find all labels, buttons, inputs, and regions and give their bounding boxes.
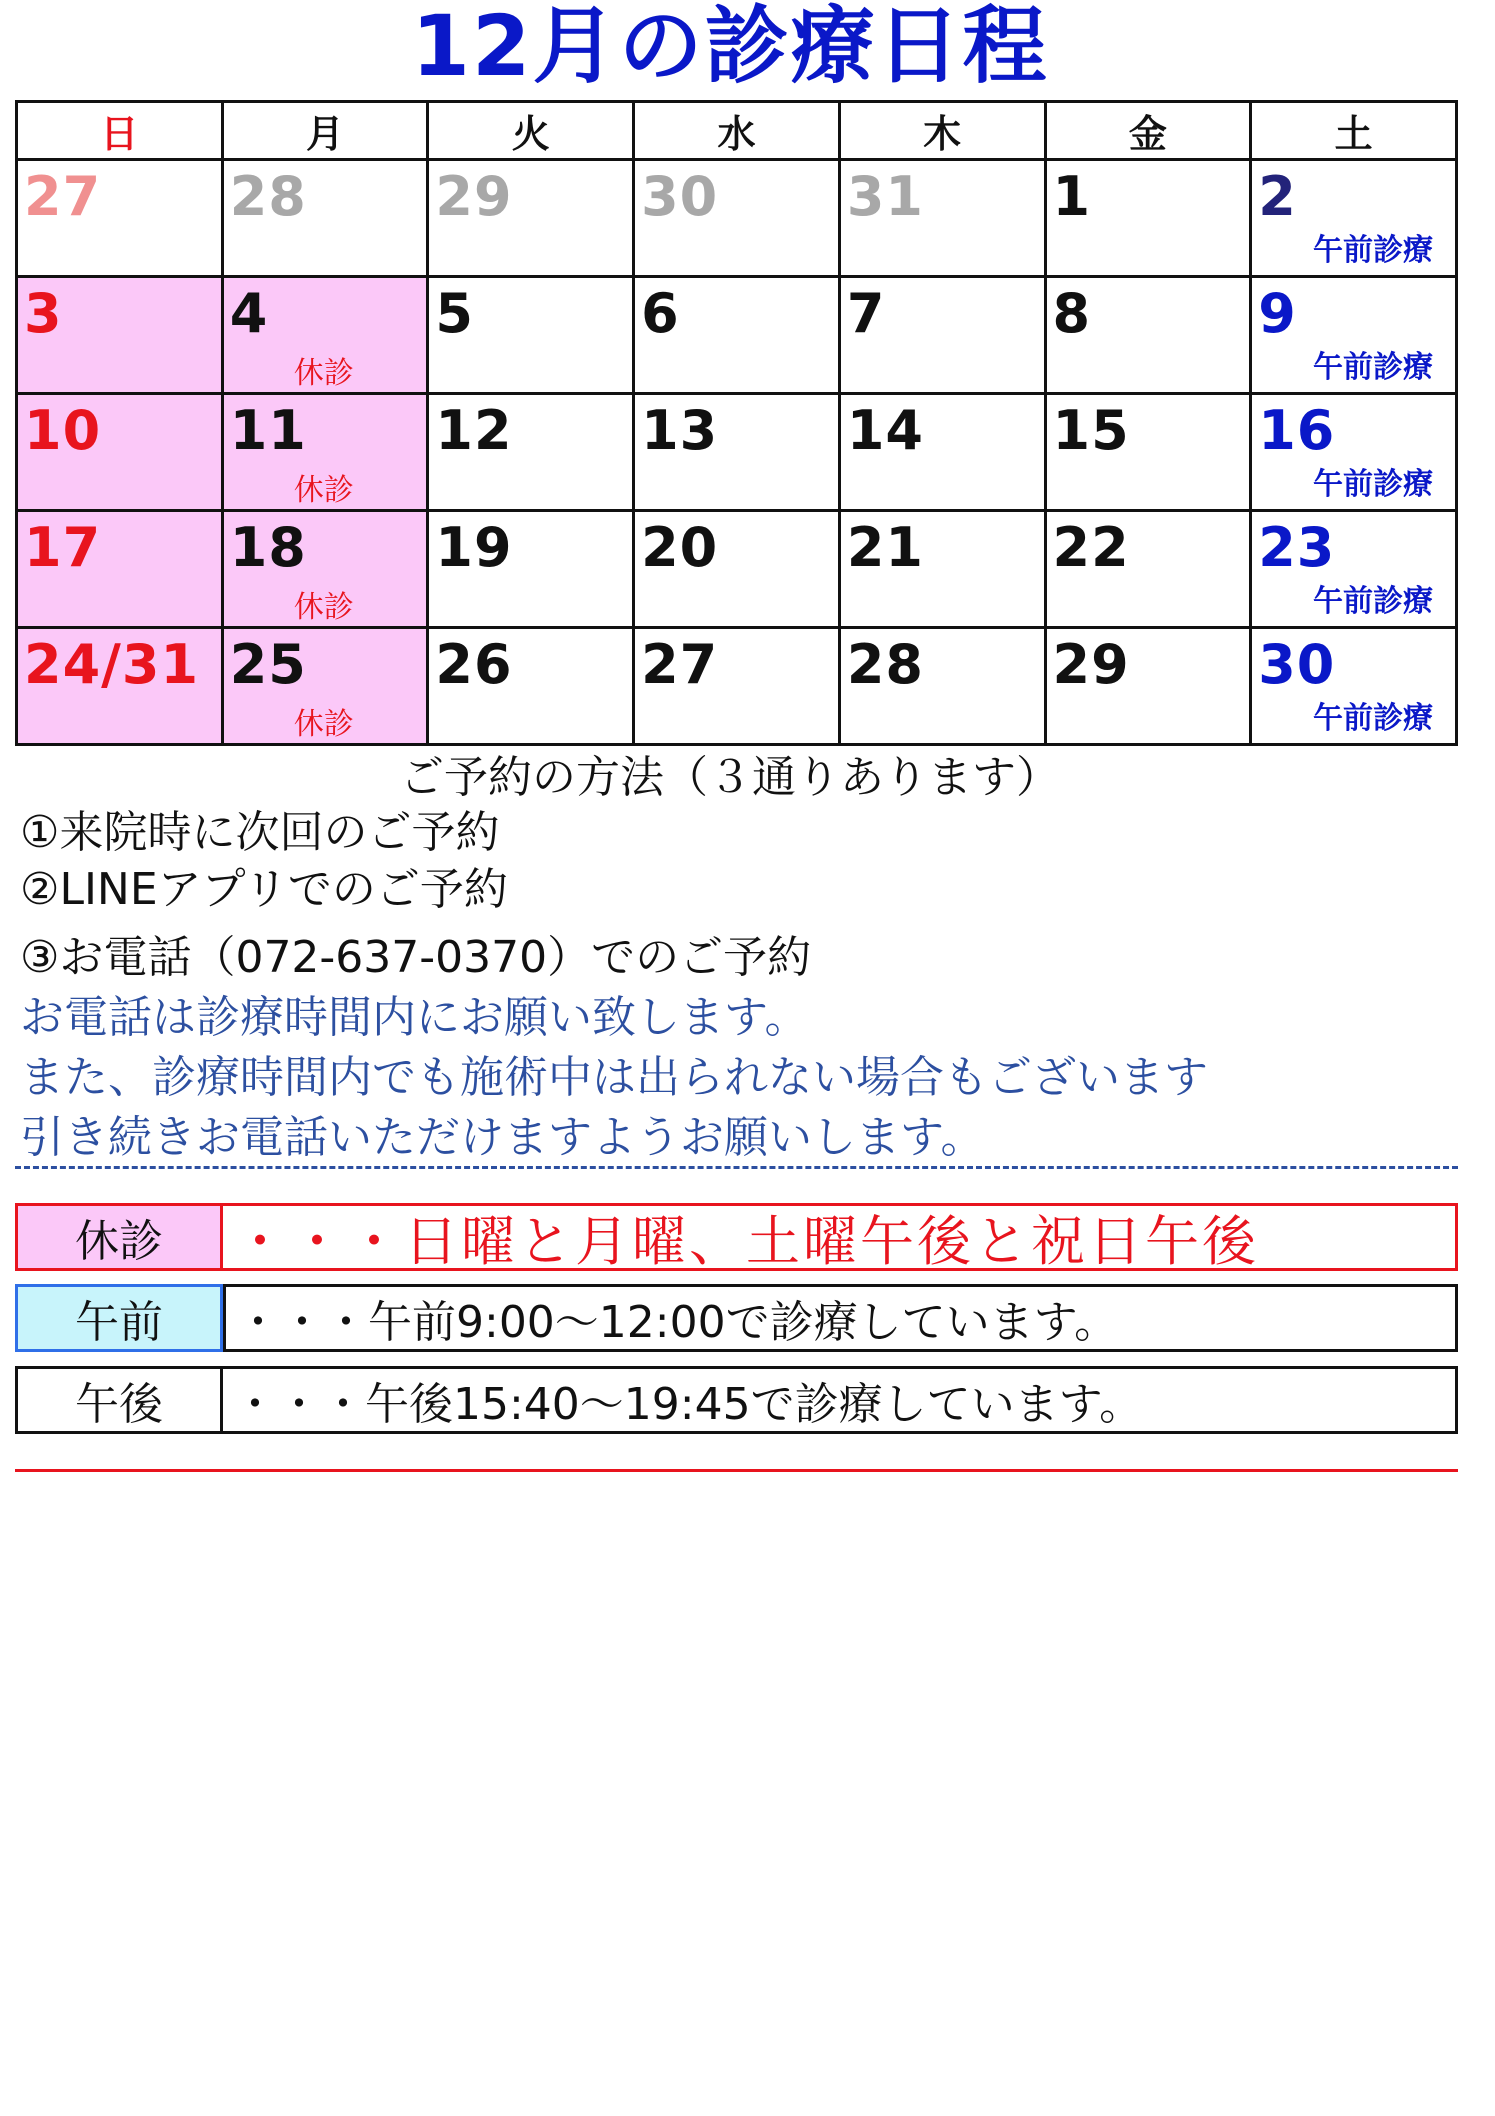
day-number: 12 — [435, 399, 513, 462]
legend-afternoon-row — [15, 1366, 1458, 1434]
weekday-sunday: 日 — [17, 102, 223, 160]
legend-afternoon-label: 午後 — [18, 1369, 223, 1431]
calendar-day-cell — [1251, 511, 1457, 628]
legend-morning-row — [15, 1284, 1458, 1352]
day-number: 14 — [846, 399, 924, 462]
day-number: 6 — [641, 282, 680, 345]
day-number: 27 — [641, 633, 719, 696]
day-number: 8 — [1052, 282, 1092, 345]
day-number: 30 — [641, 165, 719, 228]
day-number: 25 — [229, 633, 307, 696]
calendar-day-cell — [1045, 511, 1251, 628]
calendar-day-cell — [1045, 628, 1251, 745]
calendar-day-cell — [222, 628, 428, 745]
calendar-day-cell — [1251, 277, 1457, 394]
calendar-day-cell — [222, 511, 428, 628]
weekday-thursday: 木 — [839, 102, 1045, 160]
calendar-day-cell — [1251, 628, 1457, 745]
morning-only-note: 午前診療 — [1313, 467, 1433, 502]
calendar-day-cell — [1251, 160, 1457, 277]
closed-note: 休診 — [293, 590, 354, 625]
day-number: 29 — [1052, 633, 1130, 696]
phone-note-3: 引き続きお電話いただけますようお願いします。 — [20, 1112, 985, 1163]
calendar-day-cell — [17, 511, 223, 628]
morning-only-note: 午前診療 — [1313, 584, 1433, 619]
legend-closed-text: ・・・日曜と月曜、土曜午後と祝日午後 — [233, 1209, 1259, 1273]
day-number: 31 — [846, 165, 924, 228]
reservation-method-1: ①来院時に次回のご予約 — [20, 807, 500, 858]
day-number: 23 — [1258, 516, 1336, 579]
day-number: 18 — [229, 516, 307, 579]
day-number: 2 — [1258, 165, 1297, 228]
day-number: 28 — [846, 633, 924, 696]
calendar-day-cell — [839, 277, 1045, 394]
day-number: 30 — [1258, 633, 1336, 696]
day-number: 3 — [24, 282, 63, 345]
bottom-red-divider — [15, 1469, 1458, 1472]
day-number: 11 — [229, 399, 307, 462]
day-number: 26 — [435, 633, 513, 696]
weekday-friday: 金 — [1045, 102, 1251, 160]
day-number: 28 — [229, 165, 307, 228]
closed-note: 休診 — [293, 356, 354, 391]
day-number: 10 — [24, 399, 102, 462]
calendar-day-cell — [634, 277, 840, 394]
calendar-day-cell — [634, 394, 840, 511]
dashed-divider — [15, 1166, 1458, 1169]
weekday-tuesday: 火 — [428, 102, 634, 160]
day-number: 19 — [435, 516, 513, 579]
day-number: 7 — [846, 282, 886, 345]
phone-note-2: また、診療時間内でも施術中は出られない場合もございます — [20, 1052, 1208, 1103]
phone-note-1: お電話は診療時間内にお願い致します。 — [20, 992, 809, 1043]
calendar-day-cell — [839, 511, 1045, 628]
calendar-day-cell — [17, 160, 223, 277]
page-title: 12月の診療日程 — [411, 0, 1049, 95]
closed-note: 休診 — [293, 473, 354, 508]
day-number: 21 — [846, 516, 924, 579]
legend-afternoon-text: ・・・午後15:40～19:45で診療しています。 — [233, 1379, 1144, 1430]
legend-morning-label: 午前 — [15, 1284, 223, 1352]
legend-closed-label: 休診 — [18, 1206, 223, 1268]
calendar-day-cell — [428, 394, 634, 511]
closed-note: 休診 — [293, 707, 354, 742]
calendar-day-cell — [17, 277, 223, 394]
day-number: 5 — [435, 282, 474, 345]
day-number: 9 — [1258, 282, 1297, 345]
reservation-heading: ご予約の方法（３通りあります） — [400, 752, 1060, 803]
day-number: 1 — [1052, 165, 1092, 228]
day-number: 20 — [641, 516, 719, 579]
reservation-method-2: ②LINEアプリでのご予約 — [20, 864, 508, 915]
day-number: 29 — [435, 165, 513, 228]
day-number: 22 — [1052, 516, 1130, 579]
calendar-day-cell — [428, 628, 634, 745]
calendar-day-cell — [839, 628, 1045, 745]
morning-only-note: 午前診療 — [1313, 233, 1433, 268]
calendar-week-row — [17, 394, 1457, 511]
calendar-day-cell — [634, 511, 840, 628]
calendar-body — [17, 160, 1457, 745]
weekday-header-row — [17, 102, 1457, 160]
reservation-method-3: ③お電話（072-637-0370）でのご予約 — [20, 932, 812, 983]
calendar-day-cell — [428, 277, 634, 394]
legend-closed-row — [15, 1203, 1458, 1271]
morning-only-note: 午前診療 — [1313, 350, 1433, 385]
calendar-day-cell — [1045, 394, 1251, 511]
calendar-week-row — [17, 277, 1457, 394]
calendar-day-cell — [17, 394, 223, 511]
day-number: 13 — [641, 399, 719, 462]
calendar-day-cell — [222, 160, 428, 277]
calendar-day-cell — [634, 160, 840, 277]
day-number: 15 — [1052, 399, 1130, 462]
calendar-week-row — [17, 160, 1457, 277]
day-number: 17 — [24, 516, 102, 579]
calendar-day-cell — [428, 511, 634, 628]
legend-morning-text: ・・・午前9:00～12:00で診療しています。 — [223, 1287, 1455, 1349]
calendar-table — [15, 100, 1458, 746]
day-number: 4 — [229, 282, 269, 345]
calendar-day-cell — [222, 394, 428, 511]
weekday-monday: 月 — [222, 102, 428, 160]
day-number: 16 — [1258, 399, 1336, 462]
weekday-saturday: 土 — [1251, 102, 1457, 160]
calendar-day-cell — [839, 160, 1045, 277]
calendar-day-cell — [1251, 394, 1457, 511]
weekday-wednesday: 水 — [634, 102, 840, 160]
calendar-week-row — [17, 628, 1457, 745]
calendar-day-cell — [1045, 277, 1251, 394]
day-number: 24/31 — [24, 633, 200, 696]
morning-only-note: 午前診療 — [1313, 701, 1433, 736]
calendar-day-cell — [634, 628, 840, 745]
calendar-week-row — [17, 511, 1457, 628]
calendar-day-cell — [17, 628, 223, 745]
day-number: 27 — [24, 165, 102, 228]
calendar-day-cell — [222, 277, 428, 394]
calendar-day-cell — [839, 394, 1045, 511]
calendar-day-cell — [1045, 160, 1251, 277]
calendar-day-cell — [428, 160, 634, 277]
